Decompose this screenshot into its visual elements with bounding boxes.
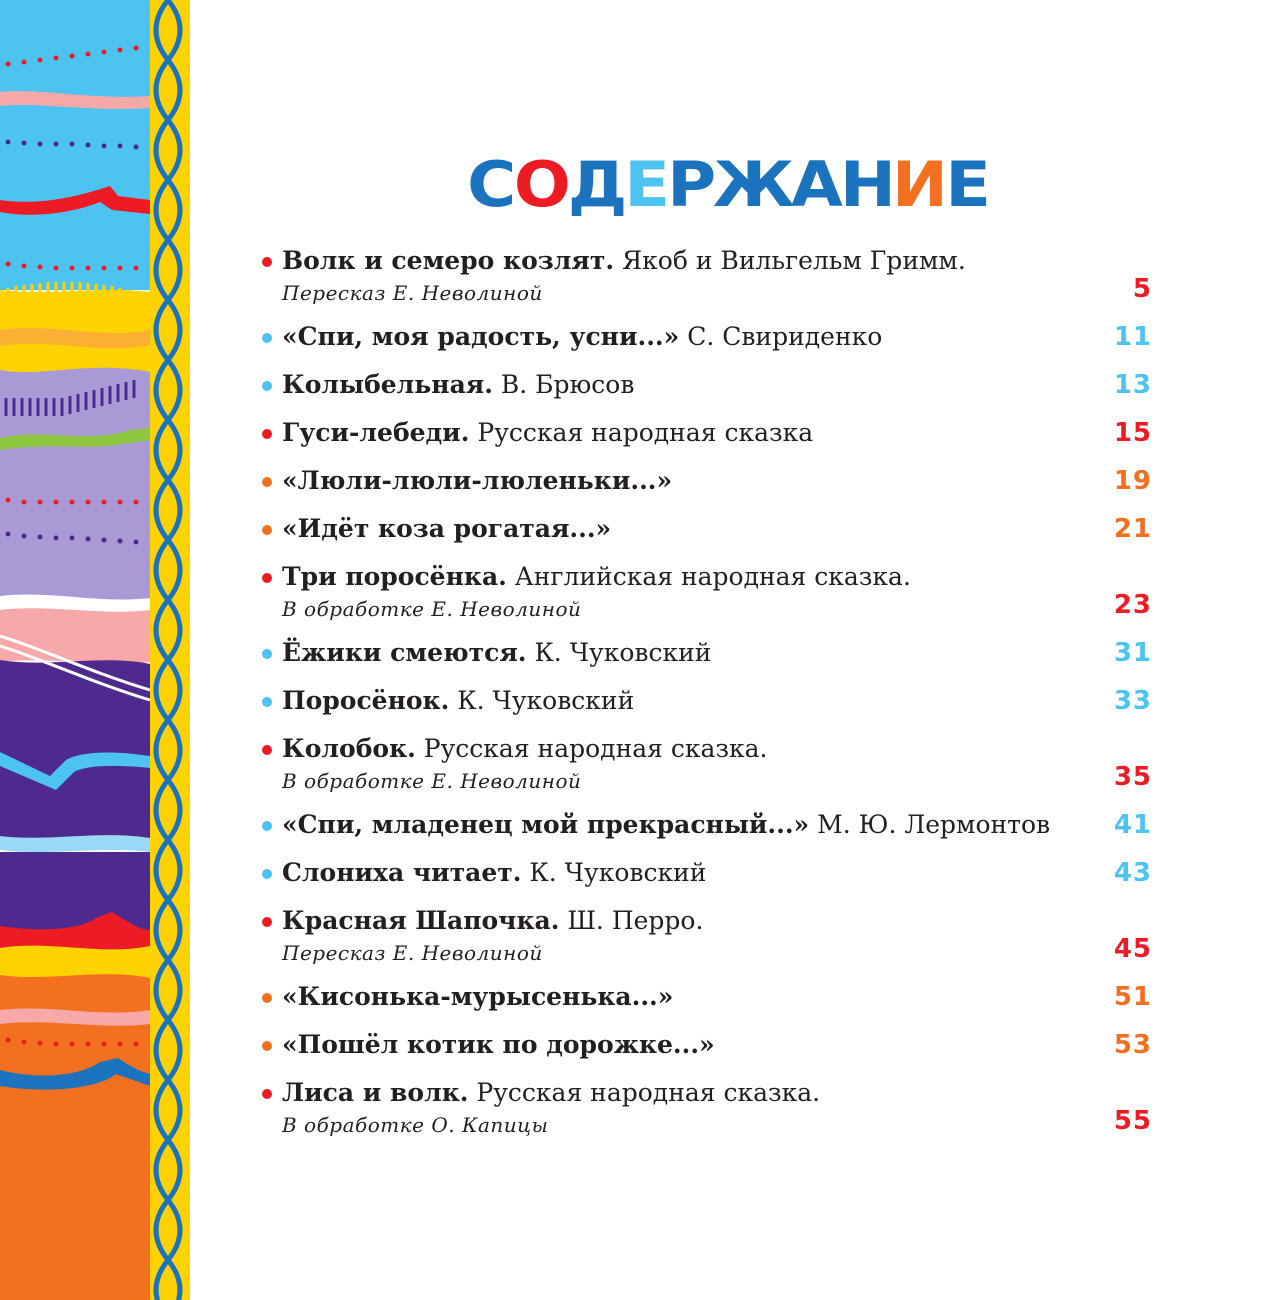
bullet-dot-icon — [262, 573, 272, 583]
entry-author: Русская народная сказка. — [415, 734, 768, 763]
entry-title-line — [282, 415, 1152, 451]
entry-author: Ш. Перро. — [559, 906, 704, 935]
bullet-dot-icon — [262, 697, 272, 707]
entry-title: Лиса и волк. — [282, 1078, 469, 1107]
page-number: 33 — [1113, 686, 1152, 716]
toc-entry[interactable] — [262, 511, 1152, 547]
entry-title-line — [282, 903, 1152, 939]
entry-author: М. Ю. Лермонтов — [809, 810, 1051, 839]
title-letter: Н — [839, 148, 897, 221]
bullet-dot-icon — [262, 477, 272, 487]
entry-title-line — [282, 319, 1152, 355]
entry-title-line — [282, 855, 1152, 891]
entry-title-line — [282, 1027, 1152, 1063]
bullet-dot-icon — [262, 649, 272, 659]
entry-author: К. Чуковский — [521, 858, 707, 887]
entry-retelling-credit: Пересказ Е. Неволиной — [282, 281, 543, 305]
entry-title-line — [282, 243, 1152, 279]
bullet-dot-icon — [262, 821, 272, 831]
entry-title: «Пошёл котик по дорожке...» — [282, 1030, 715, 1059]
entry-title-line — [282, 683, 1152, 719]
entry-title: «Люли-люли-люленьки...» — [282, 466, 673, 495]
toc-entry[interactable] — [262, 807, 1152, 843]
entry-title: «Идёт коза рогатая...» — [282, 514, 612, 543]
entry-title-line — [282, 559, 1152, 595]
title-letter: И — [892, 148, 950, 221]
toc-entry[interactable] — [262, 979, 1152, 1015]
entry-author: К. Чуковский — [526, 638, 712, 667]
page-number: 23 — [1113, 590, 1152, 620]
page-number: 53 — [1113, 1030, 1152, 1060]
page-number: 31 — [1113, 638, 1152, 668]
page-number: 13 — [1113, 370, 1152, 400]
entry-title-line — [282, 1075, 1152, 1111]
bullet-dot-icon — [262, 525, 272, 535]
toc-entry[interactable] — [262, 903, 1152, 967]
toc-entry[interactable] — [262, 1027, 1152, 1063]
title-letter: Ж — [712, 148, 796, 221]
entry-retelling-credit: В обработке Е. Неволиной — [282, 597, 582, 621]
entry-title-line — [282, 979, 1152, 1015]
bullet-dot-icon — [262, 1041, 272, 1051]
toc-entry[interactable] — [262, 855, 1152, 891]
title-letter: А — [790, 148, 844, 221]
title-letter: О — [513, 148, 572, 221]
entry-author: В. Брюсов — [492, 370, 635, 399]
bullet-dot-icon — [262, 1089, 272, 1099]
toc-entry[interactable] — [262, 635, 1152, 671]
page-number: 35 — [1113, 762, 1152, 792]
entry-title: Колыбельная. — [282, 370, 493, 399]
page-title — [0, 148, 1270, 222]
toc-entry[interactable] — [262, 559, 1152, 623]
entry-title-line — [282, 511, 1152, 547]
entry-title: Красная Шапочка. — [282, 906, 560, 935]
entry-title: «Спи, моя радость, усни...» — [282, 322, 680, 351]
entry-title: Волк и семеро козлят. — [282, 246, 615, 275]
toc-entry[interactable] — [262, 243, 1152, 307]
entry-title: «Спи, младенец мой прекрасный...» — [282, 810, 810, 839]
entry-title: Колобок. — [282, 734, 416, 763]
page-number: 41 — [1113, 810, 1152, 840]
title-letter: Р — [667, 148, 718, 221]
title-letter: Д — [567, 148, 629, 221]
toc-entry[interactable] — [262, 731, 1152, 795]
page-number: 51 — [1113, 982, 1152, 1012]
entry-author: Английская народная сказка. — [506, 562, 911, 591]
page-number: 45 — [1113, 934, 1152, 964]
bullet-dot-icon — [262, 429, 272, 439]
page-number: 19 — [1113, 466, 1152, 496]
entry-title: Три поросёнка. — [282, 562, 507, 591]
entry-title: Ёжики смеются. — [282, 638, 527, 667]
entry-author: К. Чуковский — [449, 686, 635, 715]
page-number: 43 — [1113, 858, 1152, 888]
page-number: 11 — [1113, 322, 1152, 352]
entry-retelling-credit: Пересказ Е. Неволиной — [282, 941, 543, 965]
bullet-dot-icon — [262, 745, 272, 755]
page-number: 55 — [1113, 1106, 1152, 1136]
entry-title-line — [282, 807, 1152, 843]
toc-entry[interactable] — [262, 319, 1152, 355]
bullet-dot-icon — [262, 381, 272, 391]
entry-author: Русская народная сказка. — [468, 1078, 821, 1107]
entry-title-line — [282, 731, 1152, 767]
bullet-dot-icon — [262, 869, 272, 879]
entry-author: Русская народная сказка — [469, 418, 814, 447]
bullet-dot-icon — [262, 993, 272, 1003]
toc-entry[interactable] — [262, 463, 1152, 499]
entry-author: Якоб и Вильгельм Гримм. — [614, 246, 966, 275]
toc-entry[interactable] — [262, 683, 1152, 719]
entry-author: С. Свириденко — [679, 322, 883, 351]
toc-entry[interactable] — [262, 415, 1152, 451]
table-of-contents — [262, 243, 1152, 1151]
title-letter: Е — [624, 148, 671, 221]
entry-retelling-credit: В обработке О. Капицы — [282, 1113, 549, 1137]
bullet-dot-icon — [262, 917, 272, 927]
bullet-dot-icon — [262, 333, 272, 343]
toc-entry[interactable] — [262, 1075, 1152, 1139]
bullet-dot-icon — [262, 257, 272, 267]
entry-title: «Кисонька-мурысенька...» — [282, 982, 674, 1011]
entry-title: Гуси-лебеди. — [282, 418, 470, 447]
title-letter: С — [467, 148, 518, 221]
entry-retelling-credit: В обработке Е. Неволиной — [282, 769, 582, 793]
page-number: 21 — [1113, 514, 1152, 544]
toc-entry[interactable] — [262, 367, 1152, 403]
entry-title: Поросёнок. — [282, 686, 450, 715]
page-number: 15 — [1113, 418, 1152, 448]
entry-title-line — [282, 463, 1152, 499]
page-number: 5 — [1132, 274, 1152, 304]
entry-title-line — [282, 367, 1152, 403]
title-letter: Е — [945, 148, 993, 221]
entry-title: Слониха читает. — [282, 858, 522, 887]
entry-title-line — [282, 635, 1152, 671]
